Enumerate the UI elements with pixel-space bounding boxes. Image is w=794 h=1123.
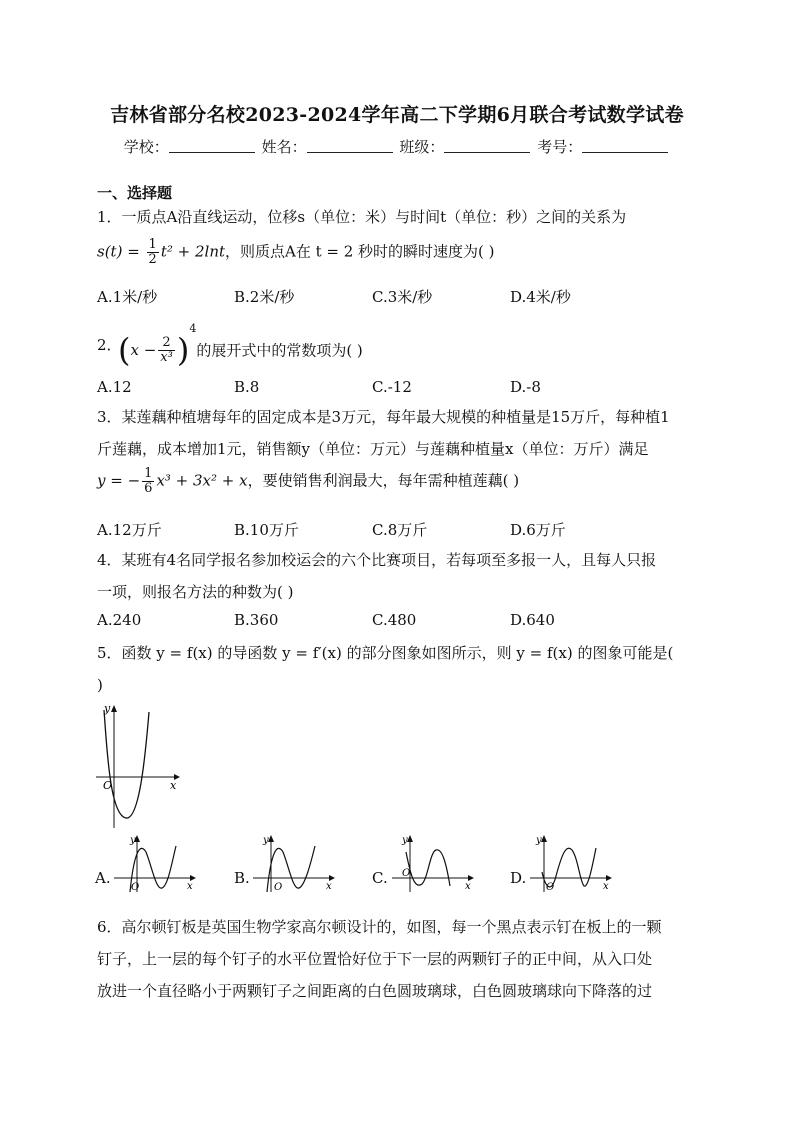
q4-option-c: C.480 [372, 611, 417, 629]
q3-formula-lhs: y = − [97, 471, 141, 490]
svg-text:y: y [536, 835, 542, 846]
field-name-blank [307, 138, 393, 153]
field-number-label: 考号： [537, 138, 583, 156]
q3-fraction: $\frac{1}{6}$ [144, 466, 153, 496]
q1-formula-lhs: s(t) = [97, 242, 145, 261]
q1-line2 [97, 238, 495, 267]
q3-option-b: B.10万斤 [234, 521, 299, 539]
q4-option-a: A.240 [97, 611, 142, 629]
svg-text:x: x [465, 881, 471, 892]
q2-option-b: B.8 [234, 378, 260, 396]
q6-line2: 钉子，上一层的每个钉子的水平位置恰好位于下一层的两颗钉子的正中间，从入口处 [97, 950, 653, 968]
svg-text:O: O [274, 882, 283, 893]
field-name-label: 姓名： [261, 138, 307, 156]
field-class-blank [444, 138, 530, 153]
field-class-label: 班级： [399, 138, 445, 156]
curve-c [406, 850, 450, 886]
y-axis-arrow-icon [111, 705, 117, 712]
q2-power: 4 [189, 322, 197, 335]
q5-derivative-graph [92, 700, 182, 830]
q6-line3: 放进一个直径略小于两颗钉子之间距离的白色圆玻璃球，白色圆玻璃球向下降落的过 [97, 982, 653, 1000]
student-info-line [0, 136, 794, 157]
q2-tail: 的展开式中的常数项为( ) [196, 341, 363, 360]
y-axis-arrow-icon [541, 835, 547, 842]
q3-line3-tail: ，要使销售利润最大，每年需种植莲藕( ) [247, 471, 520, 490]
svg-text:O: O [546, 882, 555, 893]
q2-option-d: D.-8 [510, 378, 541, 396]
q3-formula-rhs: x³ + 3x² + x [156, 471, 248, 490]
q2-number: 2． [97, 336, 122, 354]
q1-option-c: C.3米/秒 [372, 288, 433, 306]
field-school-blank [169, 138, 255, 153]
y-axis-arrow-icon [407, 835, 413, 842]
svg-text:y: y [263, 835, 269, 846]
q2-expr-x: x − [130, 341, 157, 359]
q4-line1: 4．某班有4名同学报名参加校运会的六个比赛项目，若每项至多报一人，且每人只报 [97, 551, 657, 569]
q3-line2: 斤莲藕，成本增加1元，销售额y（单位：万元）与莲藕种植量x（单位：万斤）满足 [97, 440, 649, 458]
y-axis-arrow-icon [268, 835, 274, 842]
exam-title: 吉林省部分名校2023-2024学年高二下学期6月联合考试数学试卷 [110, 104, 684, 126]
section-heading: 一、选择题 [97, 184, 173, 202]
q1-fraction: $\frac{1}{2}$ [148, 237, 157, 267]
q3-option-d: D.6万斤 [510, 521, 566, 539]
q5-line2: ) [97, 676, 103, 694]
svg-text:x: x [326, 881, 332, 892]
q2-option-c: C.-12 [372, 378, 412, 396]
q5-option-c-label: C. [372, 869, 388, 887]
svg-text:O: O [402, 868, 411, 879]
q5-option-b-label: B. [234, 869, 250, 887]
q1-formula-rhs: t² + 2lnt [160, 242, 226, 261]
q1-option-a: A.1米/秒 [97, 288, 158, 306]
q2-option-a: A.12 [97, 378, 132, 396]
q3-option-a: A.12万斤 [97, 521, 162, 539]
x-axis-label: x [170, 779, 177, 792]
svg-text:x: x [187, 881, 193, 892]
q6-line1: 6．高尔顿钉板是英国生物学家高尔顿设计的，如图，每一个黑点表示钉在板上的一颗 [97, 918, 662, 936]
q5-option-b-graph [249, 832, 339, 894]
q3-line1: 3．某莲藕种植塘每年的固定成本是3万元，每年最大规模的种植量是15万斤，每种植1 [97, 408, 670, 426]
field-number-blank [582, 138, 668, 153]
q1-line2-tail: ，则质点A在 t = 2 秒时的瞬时速度为( ) [225, 242, 495, 261]
q2-expression: (x − $\frac{2}{\text{x³}}$ )$^4$的展开式中的常数项为( ) [118, 322, 363, 369]
q5-option-c-graph [388, 832, 478, 894]
q1-line1: 1．一质点A沿直线运动，位移s（单位：米）与时间t（单位：秒）之间的关系为 [97, 208, 627, 226]
q5-line1: 5．函数 y = f(x) 的导函数 y = f′(x) 的部分图象如图所示，则 y = f(x) 的图象可能是( [97, 644, 674, 662]
q4-line2: 一项，则报名方法的种数为( ) [97, 583, 294, 601]
svg-text:x: x [603, 881, 609, 892]
derivative-curve [104, 710, 149, 818]
q4-option-d: D.640 [510, 611, 555, 629]
q1-option-d: D.4米/秒 [510, 288, 571, 306]
q1-option-b: B.2米/秒 [234, 288, 295, 306]
q2-fraction: $\frac{2}{\text{x³}}$ [160, 334, 173, 365]
q4-option-b: B.360 [234, 611, 279, 629]
q5-option-d-graph [526, 832, 616, 894]
q5-option-d-label: D. [510, 869, 527, 887]
q5-option-a-graph [110, 832, 200, 894]
svg-text:y: y [130, 835, 136, 846]
field-school-label: 学校： [123, 138, 169, 156]
y-axis-label: y [104, 702, 111, 715]
svg-text:y: y [402, 835, 408, 846]
q3-line3 [97, 467, 519, 496]
q3-option-c: C.8万斤 [372, 521, 428, 539]
svg-text:O: O [131, 882, 140, 893]
origin-label: O [103, 779, 113, 792]
q5-option-a-label: A. [95, 869, 111, 887]
